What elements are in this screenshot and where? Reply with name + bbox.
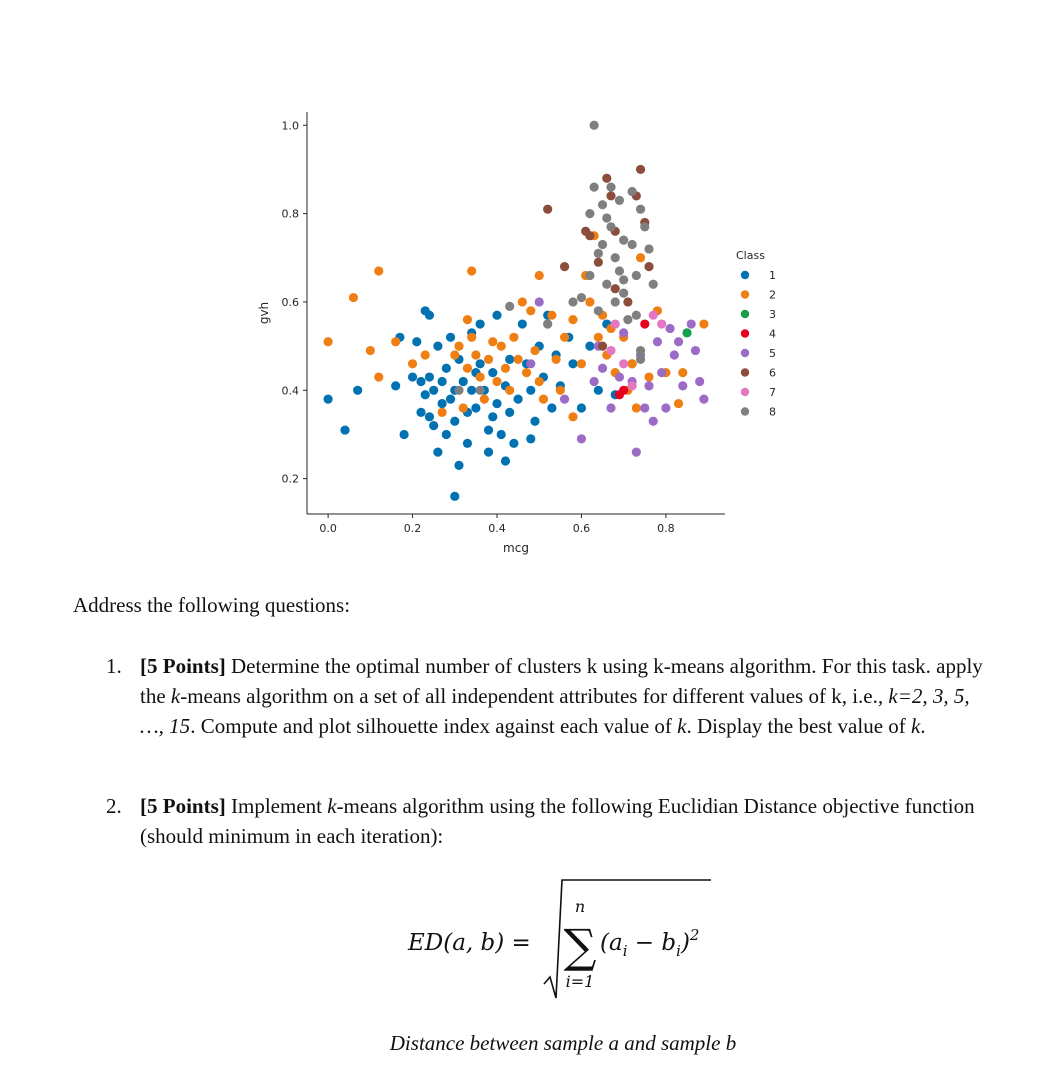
data-point-class-6 bbox=[623, 297, 632, 306]
k-symbol: k bbox=[911, 714, 921, 738]
data-point-class-5 bbox=[577, 434, 586, 443]
data-point-class-1 bbox=[421, 390, 430, 399]
k-symbol: k bbox=[327, 794, 337, 818]
data-point-class-2 bbox=[421, 350, 430, 359]
data-point-class-8 bbox=[628, 187, 637, 196]
y-tick-label: 0.8 bbox=[281, 207, 299, 221]
y-tick-label: 0.4 bbox=[281, 384, 299, 398]
data-point-class-1 bbox=[547, 403, 556, 412]
data-point-class-8 bbox=[543, 319, 552, 328]
data-point-class-1 bbox=[577, 403, 586, 412]
data-point-class-1 bbox=[497, 430, 506, 439]
legend-label-1: 1 bbox=[769, 269, 776, 282]
data-point-class-2 bbox=[509, 333, 518, 342]
data-point-class-8 bbox=[606, 182, 615, 191]
data-point-class-1 bbox=[442, 430, 451, 439]
data-point-class-8 bbox=[590, 121, 599, 130]
data-point-class-4 bbox=[619, 386, 628, 395]
data-point-class-8 bbox=[602, 213, 611, 222]
legend-label-2: 2 bbox=[769, 288, 776, 302]
data-point-class-8 bbox=[619, 275, 628, 284]
data-point-class-8 bbox=[636, 205, 645, 214]
data-point-class-1 bbox=[476, 319, 485, 328]
data-point-class-2 bbox=[463, 315, 472, 324]
data-point-class-8 bbox=[611, 253, 620, 262]
data-point-class-8 bbox=[602, 280, 611, 289]
data-point-class-8 bbox=[619, 236, 628, 245]
data-point-class-2 bbox=[526, 306, 535, 315]
data-point-class-2 bbox=[556, 386, 565, 395]
data-point-class-2 bbox=[547, 311, 556, 320]
data-point-class-8 bbox=[577, 293, 586, 302]
data-point-class-2 bbox=[471, 350, 480, 359]
data-point-class-2 bbox=[539, 395, 548, 404]
data-point-class-1 bbox=[568, 359, 577, 368]
data-point-class-2 bbox=[501, 364, 510, 373]
data-point-class-8 bbox=[623, 315, 632, 324]
data-point-class-2 bbox=[391, 337, 400, 346]
data-point-class-6 bbox=[560, 262, 569, 271]
data-point-class-5 bbox=[678, 381, 687, 390]
data-point-class-8 bbox=[598, 240, 607, 249]
y-axis-label: gvh bbox=[257, 301, 271, 325]
data-point-class-8 bbox=[454, 386, 463, 395]
data-point-class-1 bbox=[429, 421, 438, 430]
legend-marker-2 bbox=[741, 290, 749, 298]
data-point-class-5 bbox=[560, 395, 569, 404]
data-point-class-2 bbox=[674, 399, 683, 408]
data-point-class-1 bbox=[518, 319, 527, 328]
data-point-class-5 bbox=[687, 319, 696, 328]
data-point-class-2 bbox=[408, 359, 417, 368]
data-point-class-1 bbox=[450, 492, 459, 501]
data-point-class-2 bbox=[476, 372, 485, 381]
data-point-class-8 bbox=[636, 346, 645, 355]
data-point-class-2 bbox=[699, 319, 708, 328]
k-values: , k=2, 3, 5, …, 15 bbox=[140, 684, 970, 738]
data-point-class-4 bbox=[640, 319, 649, 328]
data-point-class-5 bbox=[666, 324, 675, 333]
data-point-class-5 bbox=[619, 328, 628, 337]
data-point-class-8 bbox=[606, 222, 615, 231]
data-point-class-7 bbox=[606, 346, 615, 355]
y-tick-label: 0.2 bbox=[281, 472, 299, 486]
legend-marker-6 bbox=[741, 368, 749, 376]
q1-text-5: . bbox=[920, 714, 926, 738]
data-point-class-1 bbox=[585, 342, 594, 351]
data-point-class-1 bbox=[509, 439, 518, 448]
x-axis-label: mcg bbox=[503, 541, 529, 555]
x-tick-label: 0.4 bbox=[488, 522, 506, 535]
data-point-class-8 bbox=[632, 311, 641, 320]
data-point-class-2 bbox=[636, 253, 645, 262]
data-point-class-5 bbox=[535, 297, 544, 306]
q1-text-4: . Display the best value of bbox=[686, 714, 912, 738]
data-point-class-5 bbox=[590, 377, 599, 386]
data-point-class-8 bbox=[628, 240, 637, 249]
y-tick-label: 0.6 bbox=[281, 295, 299, 309]
q1-text-1: Determine the optimal number of clusters k using k-means algorithm. For this task. apply the bbox=[140, 654, 983, 708]
data-point-class-2 bbox=[366, 346, 375, 355]
data-point-class-8 bbox=[590, 182, 599, 191]
data-point-class-1 bbox=[454, 461, 463, 470]
data-point-class-5 bbox=[526, 359, 535, 368]
data-point-class-1 bbox=[324, 395, 333, 404]
data-point-class-1 bbox=[530, 417, 539, 426]
data-point-class-5 bbox=[598, 364, 607, 373]
data-point-class-1 bbox=[501, 456, 510, 465]
data-point-class-2 bbox=[552, 355, 561, 364]
data-point-class-2 bbox=[568, 315, 577, 324]
euclidean-distance-formula bbox=[400, 872, 720, 1002]
data-point-class-2 bbox=[505, 386, 514, 395]
data-point-class-8 bbox=[632, 271, 641, 280]
q2-text-2: -means algorithm using the following Euclidian Distance objective function (should minimum in each iteration): bbox=[140, 794, 975, 848]
data-point-class-1 bbox=[442, 364, 451, 373]
data-point-class-2 bbox=[594, 333, 603, 342]
k-symbol: k bbox=[170, 684, 181, 708]
data-point-class-2 bbox=[463, 364, 472, 373]
question-number: 1. bbox=[106, 654, 122, 678]
data-point-class-8 bbox=[594, 306, 603, 315]
q2-text-1: Implement bbox=[225, 794, 328, 818]
data-point-class-1 bbox=[463, 439, 472, 448]
data-point-class-5 bbox=[615, 372, 624, 381]
data-point-class-2 bbox=[450, 350, 459, 359]
legend-label-4: 4 bbox=[769, 327, 776, 341]
data-point-class-8 bbox=[611, 297, 620, 306]
data-point-class-2 bbox=[522, 368, 531, 377]
axes bbox=[307, 112, 725, 514]
data-point-class-2 bbox=[459, 403, 468, 412]
data-point-class-1 bbox=[429, 386, 438, 395]
data-point-class-2 bbox=[374, 372, 383, 381]
data-point-class-1 bbox=[492, 399, 501, 408]
data-point-class-8 bbox=[585, 271, 594, 280]
data-point-class-8 bbox=[615, 266, 624, 275]
legend-label-3: 3 bbox=[769, 308, 776, 321]
data-point-class-7 bbox=[649, 311, 658, 320]
data-point-class-2 bbox=[488, 337, 497, 346]
formula-caption: Distance between sample a and sample b bbox=[389, 1031, 737, 1055]
data-point-class-1 bbox=[446, 395, 455, 404]
y-tick-label: 1.0 bbox=[281, 119, 299, 133]
data-point-class-2 bbox=[560, 333, 569, 342]
data-point-class-1 bbox=[450, 417, 459, 426]
legend-label-6: 6 bbox=[769, 366, 776, 380]
data-point-class-7 bbox=[628, 381, 637, 390]
data-point-class-2 bbox=[324, 337, 333, 346]
data-point-class-5 bbox=[661, 403, 670, 412]
data-point-class-1 bbox=[340, 425, 349, 434]
legend-marker-4 bbox=[741, 329, 749, 337]
data-point-class-2 bbox=[568, 412, 577, 421]
data-point-class-1 bbox=[425, 311, 434, 320]
data-point-class-1 bbox=[488, 412, 497, 421]
data-point-class-1 bbox=[412, 337, 421, 346]
data-point-class-8 bbox=[476, 386, 485, 395]
data-point-class-6 bbox=[611, 284, 620, 293]
x-ticks bbox=[319, 514, 674, 535]
data-point-class-8 bbox=[598, 200, 607, 209]
legend-title: Class bbox=[736, 249, 765, 262]
data-point-class-6 bbox=[644, 262, 653, 271]
data-point-class-1 bbox=[476, 359, 485, 368]
data-point-class-2 bbox=[628, 359, 637, 368]
formula-term: $(a_i - b_i)^2$ bbox=[600, 926, 700, 960]
x-tick-label: 0.8 bbox=[657, 522, 675, 535]
data-point-class-6 bbox=[636, 165, 645, 174]
q1-text-2: -means algorithm on a set of all independent attributes for different values of k, i.e. bbox=[180, 684, 878, 708]
data-point-class-2 bbox=[454, 342, 463, 351]
data-point-class-1 bbox=[408, 372, 417, 381]
data-point-class-8 bbox=[615, 196, 624, 205]
x-tick-label: 0.6 bbox=[572, 522, 591, 535]
legend bbox=[736, 249, 776, 419]
data-point-class-8 bbox=[636, 355, 645, 364]
data-point-class-5 bbox=[649, 417, 658, 426]
legend-marker-7 bbox=[741, 388, 749, 396]
x-tick-label: 0.2 bbox=[403, 522, 422, 535]
data-point-class-8 bbox=[640, 222, 649, 231]
data-point-class-1 bbox=[467, 386, 476, 395]
data-point-class-2 bbox=[492, 377, 501, 386]
formula-lhs: ED(a, b) = bbox=[408, 930, 531, 956]
data-point-class-5 bbox=[632, 448, 641, 457]
data-point-class-6 bbox=[606, 191, 615, 200]
legend-marker-3 bbox=[741, 310, 749, 318]
sum-symbol: ∑ bbox=[563, 919, 597, 973]
y-ticks bbox=[282, 119, 308, 485]
data-point-class-6 bbox=[602, 174, 611, 183]
data-point-class-1 bbox=[594, 386, 603, 395]
legend-marker-5 bbox=[741, 349, 749, 357]
question-body bbox=[140, 791, 990, 851]
data-point-class-8 bbox=[568, 297, 577, 306]
data-point-class-5 bbox=[699, 395, 708, 404]
data-point-class-1 bbox=[514, 395, 523, 404]
data-point-class-5 bbox=[653, 337, 662, 346]
data-point-class-2 bbox=[467, 266, 476, 275]
data-point-class-2 bbox=[480, 395, 489, 404]
data-point-class-8 bbox=[644, 244, 653, 253]
data-point-class-2 bbox=[632, 403, 641, 412]
data-point-class-7 bbox=[619, 359, 628, 368]
legend-label-5: 5 bbox=[769, 347, 776, 360]
data-point-class-1 bbox=[425, 412, 434, 421]
data-point-class-1 bbox=[433, 448, 442, 457]
data-point-class-6 bbox=[594, 258, 603, 267]
data-point-class-1 bbox=[416, 408, 425, 417]
data-point-class-2 bbox=[349, 293, 358, 302]
data-point-class-1 bbox=[488, 368, 497, 377]
data-point-class-2 bbox=[678, 368, 687, 377]
data-point-class-2 bbox=[577, 359, 586, 368]
data-point-class-6 bbox=[543, 205, 552, 214]
data-point-class-1 bbox=[433, 342, 442, 351]
data-point-class-1 bbox=[438, 399, 447, 408]
data-point-class-1 bbox=[416, 377, 425, 386]
data-point-class-5 bbox=[670, 350, 679, 359]
data-point-class-5 bbox=[606, 403, 615, 412]
data-point-class-7 bbox=[611, 319, 620, 328]
data-point-class-8 bbox=[505, 302, 514, 311]
data-point-class-1 bbox=[446, 333, 455, 342]
legend-label-8: 8 bbox=[769, 405, 776, 419]
data-point-class-6 bbox=[585, 231, 594, 240]
points-label: [5 Points] bbox=[140, 654, 226, 678]
data-point-class-2 bbox=[585, 297, 594, 306]
question-body bbox=[140, 651, 990, 741]
data-point-class-1 bbox=[425, 372, 434, 381]
data-point-class-5 bbox=[674, 337, 683, 346]
data-point-class-2 bbox=[467, 333, 476, 342]
data-point-class-1 bbox=[526, 434, 535, 443]
q1-text-3: . Compute and plot silhouette index against each value of bbox=[190, 714, 678, 738]
points-label: [5 Points] bbox=[140, 794, 226, 818]
data-point-class-1 bbox=[471, 403, 480, 412]
data-point-class-6 bbox=[598, 342, 607, 351]
data-point-class-3 bbox=[682, 328, 691, 337]
data-point-class-2 bbox=[374, 266, 383, 275]
data-point-class-2 bbox=[514, 355, 523, 364]
data-point-class-5 bbox=[695, 377, 704, 386]
data-point-class-1 bbox=[505, 408, 514, 417]
data-point-class-5 bbox=[640, 403, 649, 412]
data-point-class-5 bbox=[691, 346, 700, 355]
data-point-class-5 bbox=[657, 368, 666, 377]
legend-marker-8 bbox=[741, 407, 749, 415]
data-point-class-8 bbox=[585, 209, 594, 218]
data-point-class-7 bbox=[657, 319, 666, 328]
intro-text: Address the following questions: bbox=[73, 593, 351, 617]
data-point-class-1 bbox=[484, 425, 493, 434]
data-point-class-1 bbox=[526, 386, 535, 395]
data-point-class-1 bbox=[505, 355, 514, 364]
data-point-class-8 bbox=[594, 249, 603, 258]
data-point-class-5 bbox=[644, 381, 653, 390]
data-point-class-1 bbox=[438, 377, 447, 386]
question-number: 2. bbox=[106, 794, 122, 818]
sum-lower-limit: i=1 bbox=[565, 972, 595, 991]
data-point-class-2 bbox=[644, 372, 653, 381]
data-point-class-2 bbox=[497, 342, 506, 351]
data-point-class-8 bbox=[619, 289, 628, 298]
data-point-class-2 bbox=[518, 297, 527, 306]
data-point-class-8 bbox=[649, 280, 658, 289]
data-point-class-2 bbox=[535, 271, 544, 280]
legend-label-7: 7 bbox=[769, 386, 776, 399]
data-point-class-1 bbox=[391, 381, 400, 390]
data-point-class-2 bbox=[484, 355, 493, 364]
data-point-class-1 bbox=[492, 311, 501, 320]
k-symbol: k bbox=[677, 714, 687, 738]
x-tick-label: 0.0 bbox=[319, 522, 337, 535]
data-point-class-1 bbox=[353, 386, 362, 395]
data-point-class-1 bbox=[484, 448, 493, 457]
data-point-class-2 bbox=[535, 377, 544, 386]
data-point-class-1 bbox=[400, 430, 409, 439]
data-point-class-1 bbox=[459, 377, 468, 386]
data-points bbox=[324, 121, 709, 501]
data-point-class-2 bbox=[438, 408, 447, 417]
legend-marker-1 bbox=[741, 271, 749, 279]
sum-upper-limit: n bbox=[574, 897, 586, 916]
data-point-class-2 bbox=[530, 346, 539, 355]
